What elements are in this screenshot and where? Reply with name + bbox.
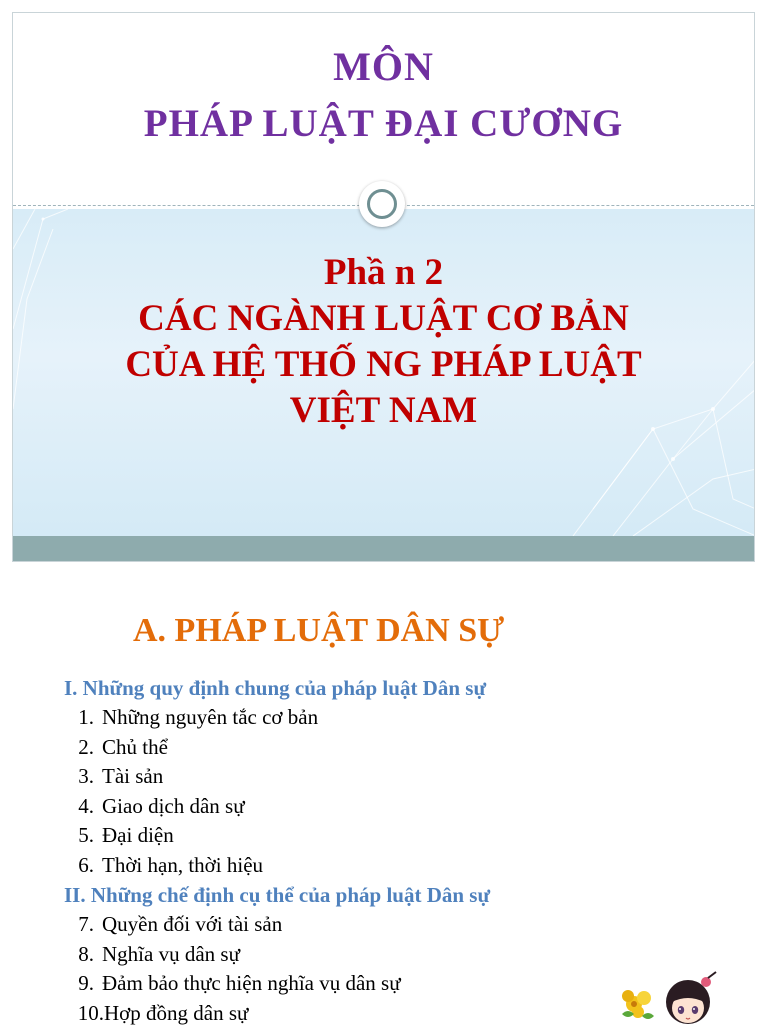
list-item-text: Đảm bảo thực hiện nghĩa vụ dân sự	[102, 971, 401, 995]
list-item-text: Đại diện	[102, 823, 174, 847]
part-heading	[13, 250, 754, 434]
list-item-number: 5.	[78, 823, 94, 847]
list-item-number: 6.	[78, 853, 94, 877]
part-line: CÁC NGÀNH LUẬT CƠ BẢN	[138, 298, 629, 339]
title-slide	[12, 12, 755, 562]
outline-heading: II. Những chế định cụ thể của pháp luật Dân sự	[64, 883, 491, 907]
girl-face-icon	[666, 972, 716, 1024]
list-item-text: Những nguyên tắc cơ bản	[102, 705, 319, 729]
list-item-number: 3.	[78, 764, 94, 788]
subject-label: MÔN	[333, 44, 434, 89]
course-title: PHÁP LUẬT ĐẠI CƯƠNG	[143, 102, 624, 145]
list-item-number: 1.	[78, 705, 94, 729]
footer-band	[13, 536, 754, 562]
list-item-text: Nghĩa vụ dân sự	[102, 942, 240, 966]
cartoon-girl-illustration	[616, 968, 736, 1024]
list-item-text: Thời hạn, thời hiệu	[102, 853, 264, 877]
list-item-number: 4.	[78, 794, 94, 818]
list-item	[64, 764, 163, 789]
list-item-number: 9.	[78, 971, 94, 995]
list-item	[64, 912, 282, 937]
list-item-text: Giao dịch dân sự	[102, 794, 245, 818]
list-item-number: 2.	[78, 735, 94, 759]
divider-ring-ornament	[359, 181, 405, 227]
outline-heading: I. Những quy định chung của pháp luật Dân sự	[64, 676, 487, 700]
list-item	[64, 823, 174, 848]
list-item	[64, 853, 263, 878]
list-item-text: Hợp đồng dân sự	[104, 1001, 249, 1025]
list-item-number: 10.	[77, 1001, 104, 1025]
part-line: VIỆT NAM	[289, 390, 478, 431]
section-title: A. PHÁP LUẬT DÂN SỰ	[133, 612, 505, 649]
list-item-number: 8.	[78, 942, 94, 966]
list-item-number: 7.	[78, 912, 94, 936]
list-item-text: Chủ thể	[102, 735, 168, 759]
list-item	[64, 735, 168, 760]
list-item	[64, 971, 401, 996]
slide-header	[13, 13, 754, 208]
part-line: Phầ n 2	[323, 252, 444, 293]
flower-icon	[622, 990, 654, 1019]
list-item	[64, 942, 240, 967]
list-item	[64, 1001, 248, 1026]
list-item-text: Quyền đối với tài sản	[102, 912, 283, 936]
list-item	[64, 705, 318, 730]
part-line: CỦA HỆ THỐ NG PHÁP LUẬT	[125, 344, 642, 385]
list-item	[64, 794, 245, 819]
list-item-text: Tài sản	[102, 764, 164, 788]
